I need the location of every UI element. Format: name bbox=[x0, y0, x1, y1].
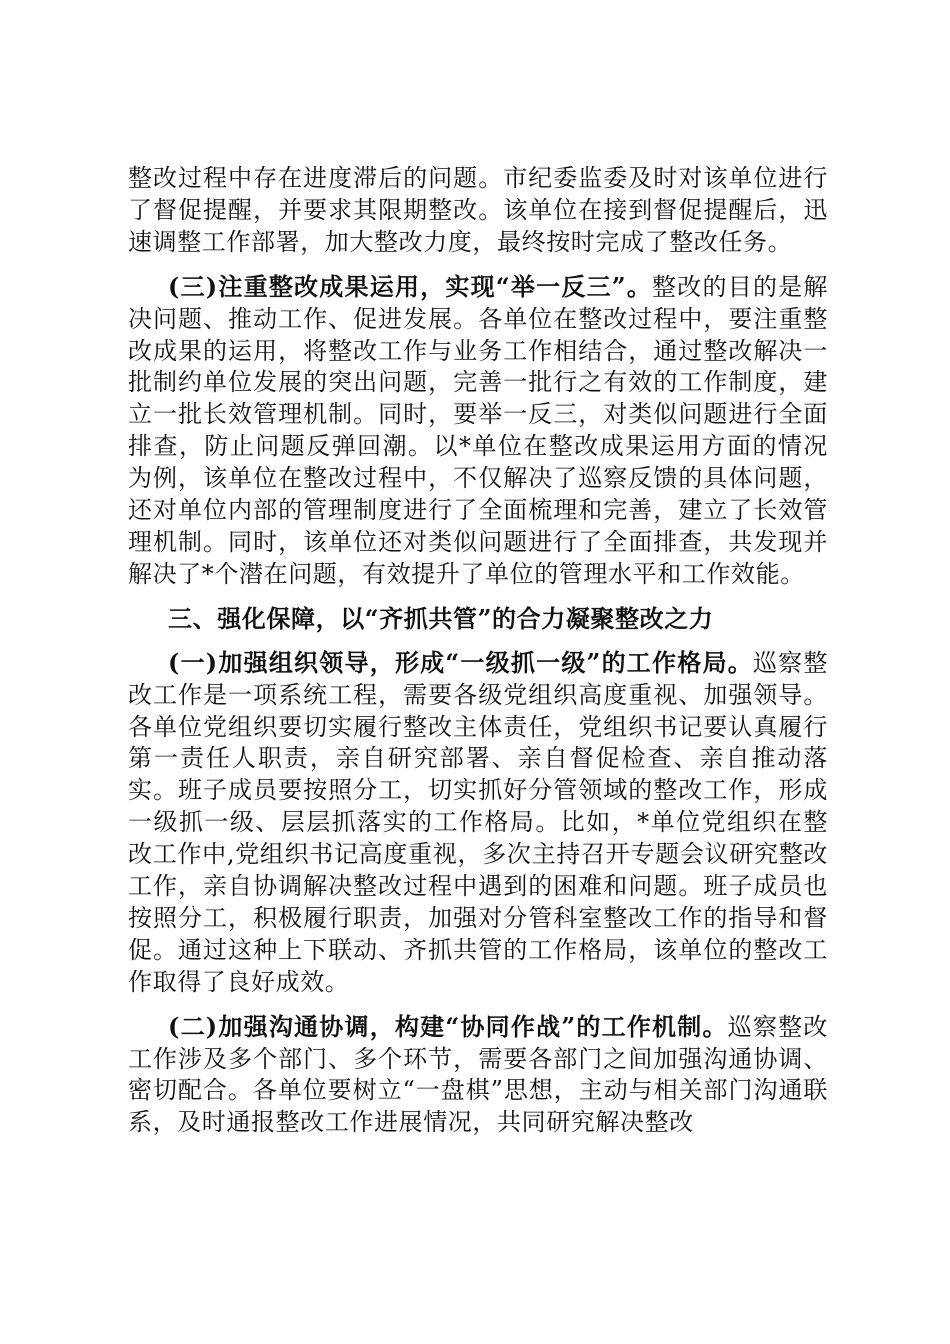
document-page bbox=[128, 163, 828, 1139]
paragraph-section-3-3 bbox=[128, 271, 828, 591]
paragraph-body-2: 巡察整改工作涉及多个部门、多个环节，需要各部门之间加强沟通协调、密切配合。各单位要树立“一盘棋”思想，主动与相关部门沟通联系，及时通报整改工作进展情况，共同研究解决整改 bbox=[128, 1012, 828, 1137]
paragraph-continuation: 整改过程中存在进度滞后的问题。市纪委监委及时对该单位进行了督促提醒，并要求其限期整改。该单位在接到督促提醒后，迅速调整工作部署，加大整改力度，最终按时完成了整改任务。 bbox=[128, 164, 828, 256]
subsection-title-2: (二)加强沟通协调，构建“协同作战”的工作机制。 bbox=[168, 1011, 728, 1041]
paragraph-body-3: 整改的目的是解决问题、推动工作、促进发展。各单位在整改过程中，要注重整改成果的运用，将整改工作与业务工作相结合，通过整改解决一批制约单位发展的突出问题，完善一批行之有效的工作制度，建立一批长效管理机制。同时，要举一反三，对类似问题进行全面排查，防止问题反弹回潮。以*单位在整改成果运用方面的情况为例，该单位在整改过程中，不仅解决了巡察反馈的具体问题，还对单位内部的管理制度进行了全面梳理和完善，建立了长效管理机制。同时，该单位还对类似问题进行了全面排查，共发现并解决了*个潜在问题，有效提升了单位的管理水平和工作效能。 bbox=[128, 272, 828, 588]
paragraph-body-1: 巡察整改工作是一项系统工程，需要各级党组织高度重视、加强领导。各单位党组织要切实履行整改主体责任，党组织书记要认真履行第一责任人职责，亲自研究部署、亲自督促检查、亲自推动落实。班子成员要按照分工，切实抓好分管领域的整改工作，形成一级抓一级、层层抓落实的工作格局。比如，*单位党组织在整改工作中,党组织书记高度重视，多次主持召开专题会议研究整改工作，亲自协调解决整改过程中遇到的困难和问题。班子成员也按照分工，积极履行职责，加强对分管科室整改工作的指导和督促。通过这种上下联动、齐抓共管的工作格局，该单位的整改工作取得了良好成效。 bbox=[128, 648, 828, 996]
subsection-title-3: (三)注重整改成果运用，实现“举一反三”。 bbox=[168, 271, 653, 301]
paragraph-section-2 bbox=[128, 1011, 828, 1140]
section-heading-3: 三、强化保障，以“齐抓共管”的合力凝聚整改之力 bbox=[168, 603, 714, 633]
subsection-title-1: (一)加强组织领导，形成“一级抓一级”的工作格局。 bbox=[168, 647, 753, 677]
paragraph-section-1 bbox=[128, 647, 828, 999]
